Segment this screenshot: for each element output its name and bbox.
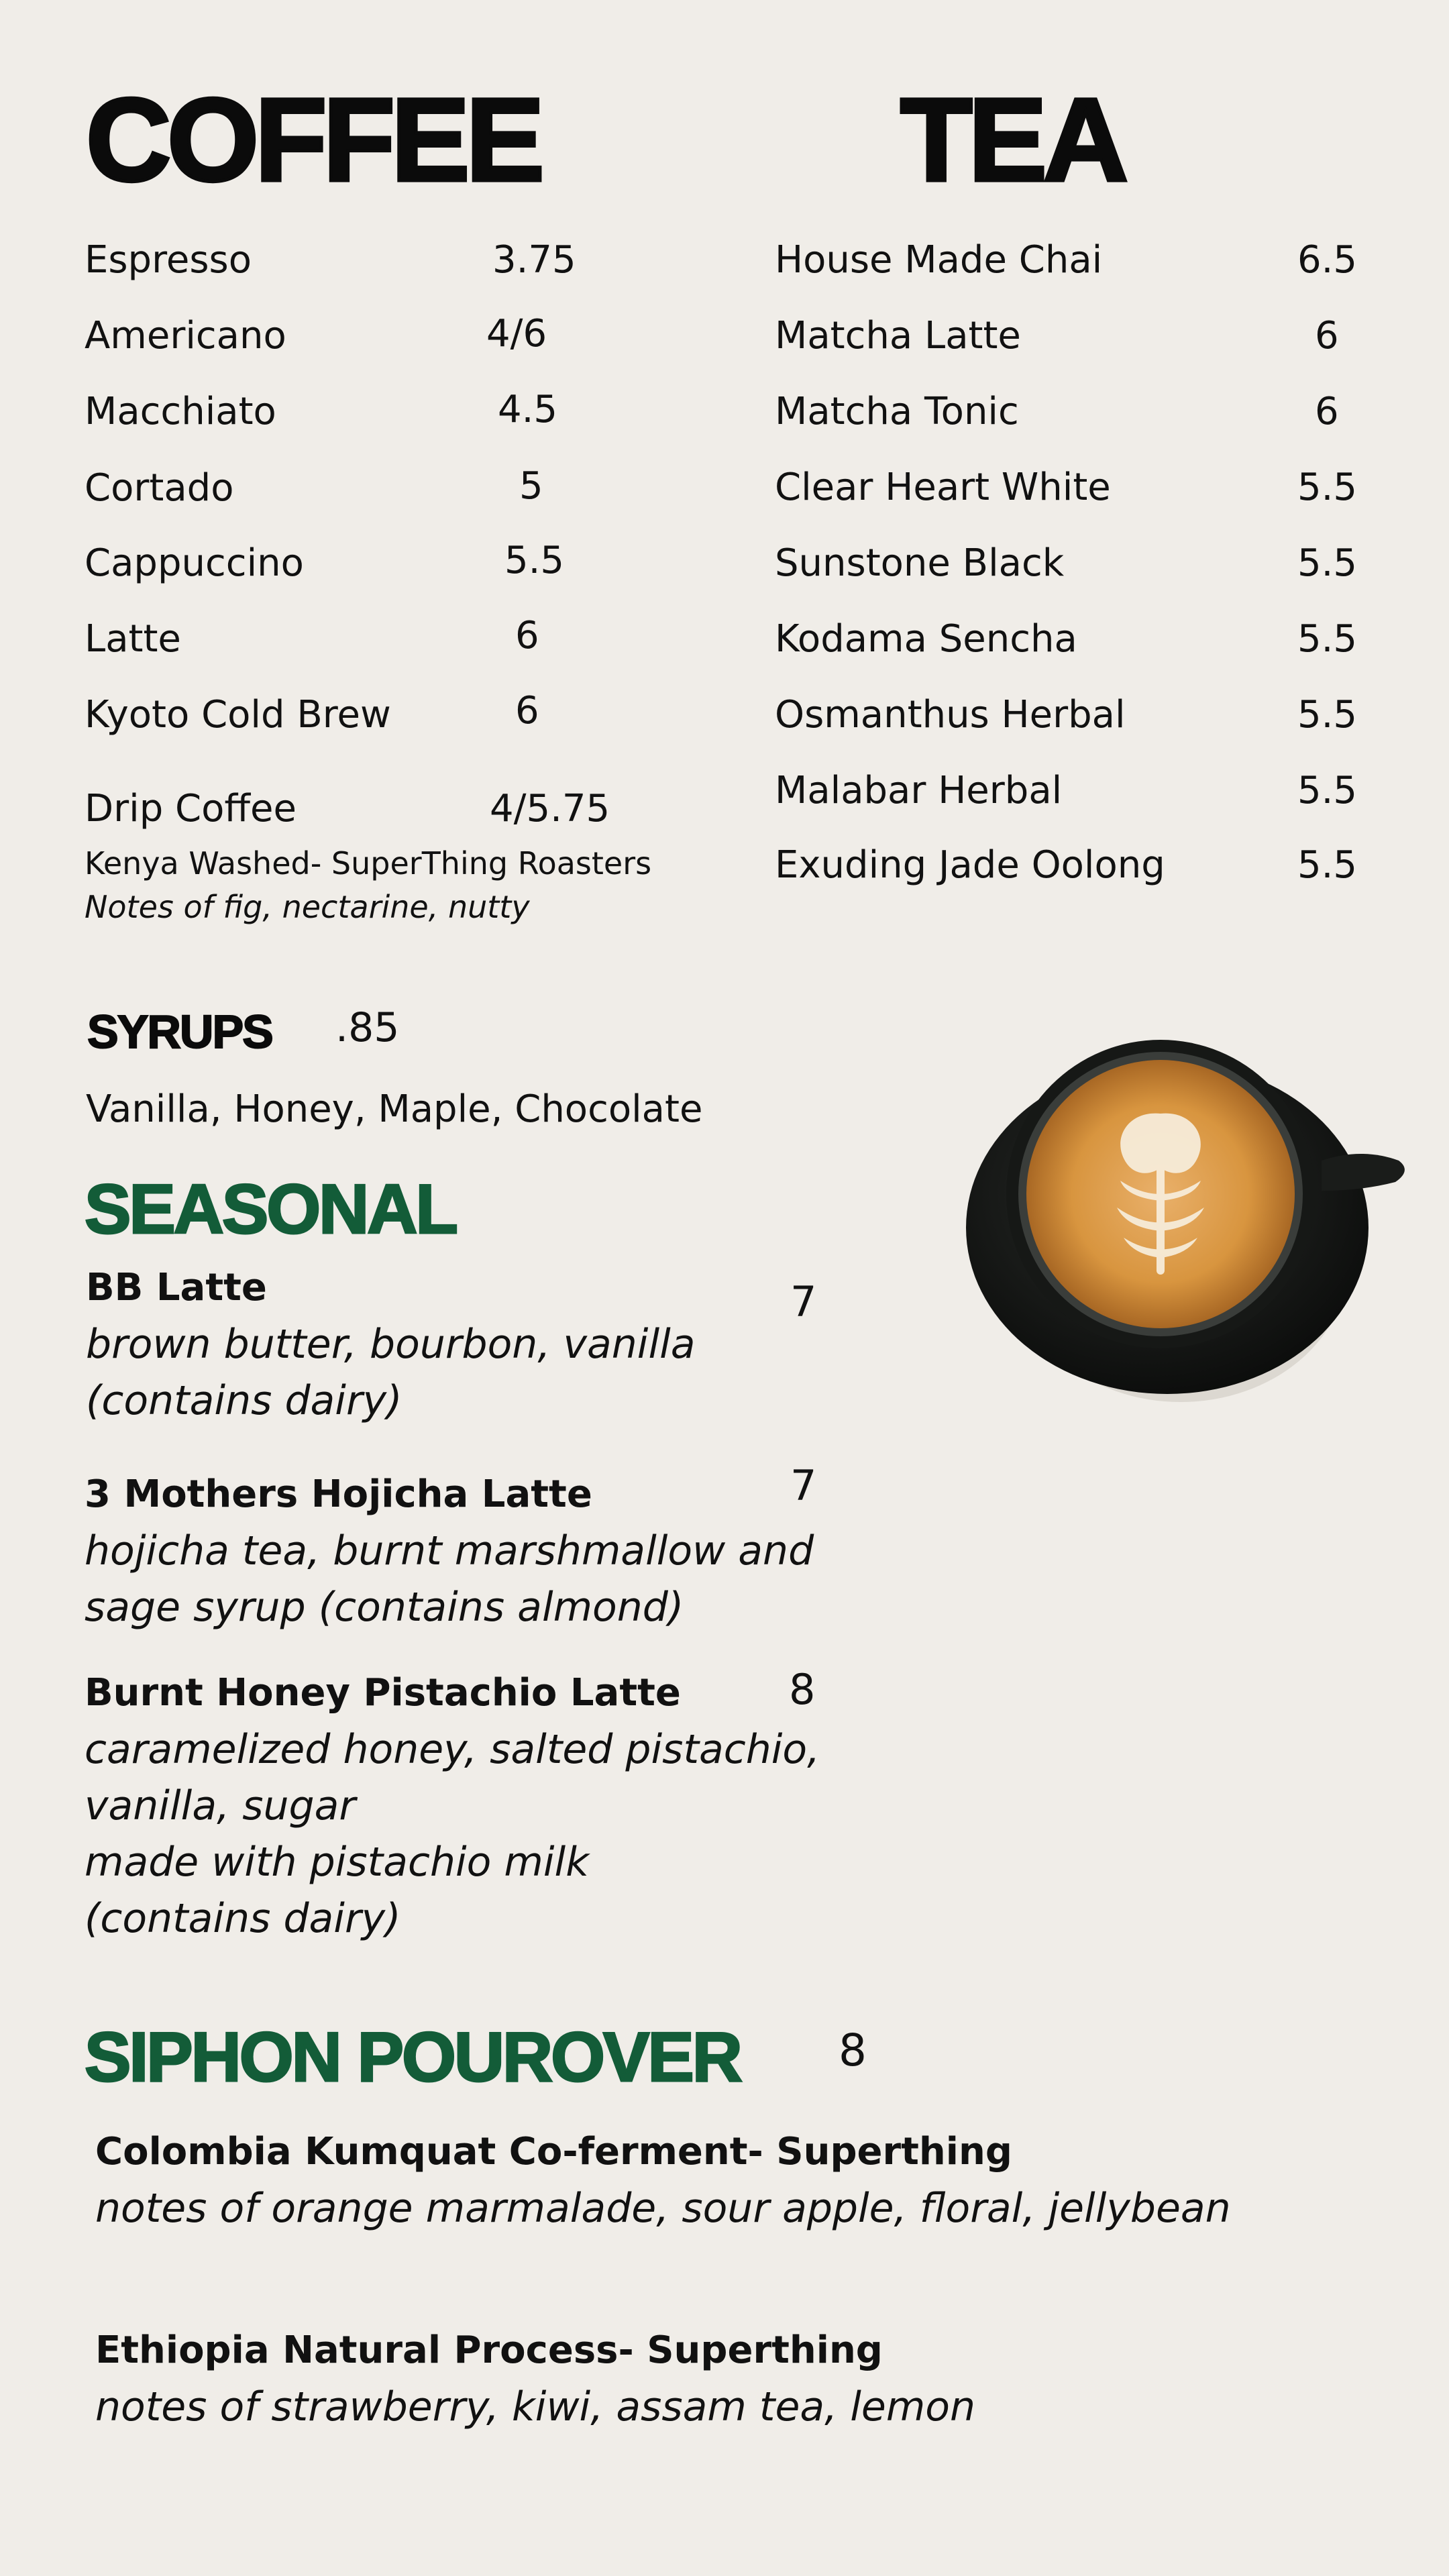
menu-item-name: Kyoto Cold Brew	[85, 693, 391, 737]
syrups-heading: SYRUPS	[87, 1006, 272, 1058]
seasonal-item-desc: (contains dairy)	[86, 1377, 402, 1424]
siphon-item-notes: notes of strawberry, kiwi, assam tea, lemon	[95, 2383, 976, 2430]
syrups-price: .85	[335, 1004, 400, 1051]
menu-item-price: 5.5	[1297, 617, 1358, 661]
seasonal-item-desc: sage syrup (contains almond)	[85, 1584, 684, 1631]
menu-item-price: 6	[515, 689, 539, 733]
menu-item-price: 5.5	[504, 539, 565, 582]
menu-item-price: 4.5	[498, 388, 558, 431]
drip-coffee-name: Drip Coffee	[85, 787, 297, 830]
menu-item-price: 5.5	[1297, 693, 1358, 737]
seasonal-item-desc: brown butter, bourbon, vanilla	[86, 1321, 696, 1368]
siphon-item-name: Colombia Kumquat Co-ferment- Superthing	[95, 2130, 1012, 2174]
menu-item-name: Cortado	[85, 466, 234, 510]
menu-item-price: 6	[515, 614, 539, 657]
seasonal-item-name: 3 Mothers Hojicha Latte	[85, 1472, 592, 1516]
menu-item-price: 5	[519, 464, 543, 508]
seasonal-item-name: BB Latte	[86, 1266, 267, 1309]
menu-item-name: Sunstone Black	[775, 541, 1065, 585]
menu-item-price: 3.75	[492, 238, 576, 282]
menu-item-name: Macchiato	[85, 390, 276, 433]
menu-item-name: Cappuccino	[85, 541, 304, 585]
siphon-item-name: Ethiopia Natural Process- Superthing	[95, 2328, 883, 2372]
menu-item-price: 6.5	[1297, 238, 1358, 282]
menu-item-name: Kodama Sencha	[775, 617, 1077, 661]
seasonal-item-name: Burnt Honey Pistachio Latte	[85, 1671, 681, 1715]
siphon-price: 8	[839, 2025, 867, 2076]
menu-item-price: 5.5	[1297, 843, 1358, 887]
drip-coffee-notes: Notes of fig, nectarine, nutty	[85, 889, 530, 925]
seasonal-item-desc: hojicha tea, burnt marshmallow and	[85, 1527, 814, 1574]
menu-item-name: House Made Chai	[775, 238, 1103, 282]
seasonal-item-desc: caramelized honey, salted pistachio,	[85, 1726, 820, 1773]
seasonal-item-desc: made with pistachio milk	[85, 1839, 589, 1886]
menu-item-name: Osmanthus Herbal	[775, 693, 1126, 737]
seasonal-item-price: 7	[790, 1277, 817, 1326]
drip-coffee-origin: Kenya Washed- SuperThing Roasters	[85, 845, 652, 881]
syrups-flavors: Vanilla, Honey, Maple, Chocolate	[86, 1087, 703, 1131]
menu-item-name: Espresso	[85, 238, 252, 282]
siphon-item-notes: notes of orange marmalade, sour apple, floral, jellybean	[95, 2185, 1231, 2232]
menu-item-name: Latte	[85, 617, 181, 661]
menu-item-name: Clear Heart White	[775, 466, 1111, 509]
menu-item-price: 6	[1315, 390, 1339, 433]
menu-item-price: 5.5	[1297, 541, 1358, 585]
seasonal-item-price: 8	[789, 1665, 816, 1714]
seasonal-heading: SEASONAL	[85, 1171, 456, 1248]
seasonal-item-desc: vanilla, sugar	[85, 1782, 356, 1829]
menu-item-name: Matcha Latte	[775, 314, 1021, 358]
menu-item-name: Exuding Jade Oolong	[775, 843, 1165, 887]
seasonal-item-price: 7	[790, 1461, 817, 1510]
menu-item-price: 5.5	[1297, 769, 1358, 812]
latte-cup-image	[959, 1006, 1415, 1449]
menu-item-price: 5.5	[1297, 466, 1358, 509]
menu-item-name: Matcha Tonic	[775, 390, 1019, 433]
seasonal-item-desc: (contains dairy)	[85, 1895, 401, 1942]
coffee-heading: COFFEE	[86, 74, 541, 206]
tea-heading: TEA	[900, 74, 1124, 206]
menu-item-price: 6	[1315, 314, 1339, 358]
drip-coffee-price: 4/5.75	[490, 787, 610, 830]
menu-item-name: Americano	[85, 314, 286, 358]
menu-item-price: 4/6	[486, 312, 547, 356]
siphon-heading: SIPHON POUROVER	[85, 2019, 741, 2096]
menu-item-name: Malabar Herbal	[775, 769, 1063, 812]
